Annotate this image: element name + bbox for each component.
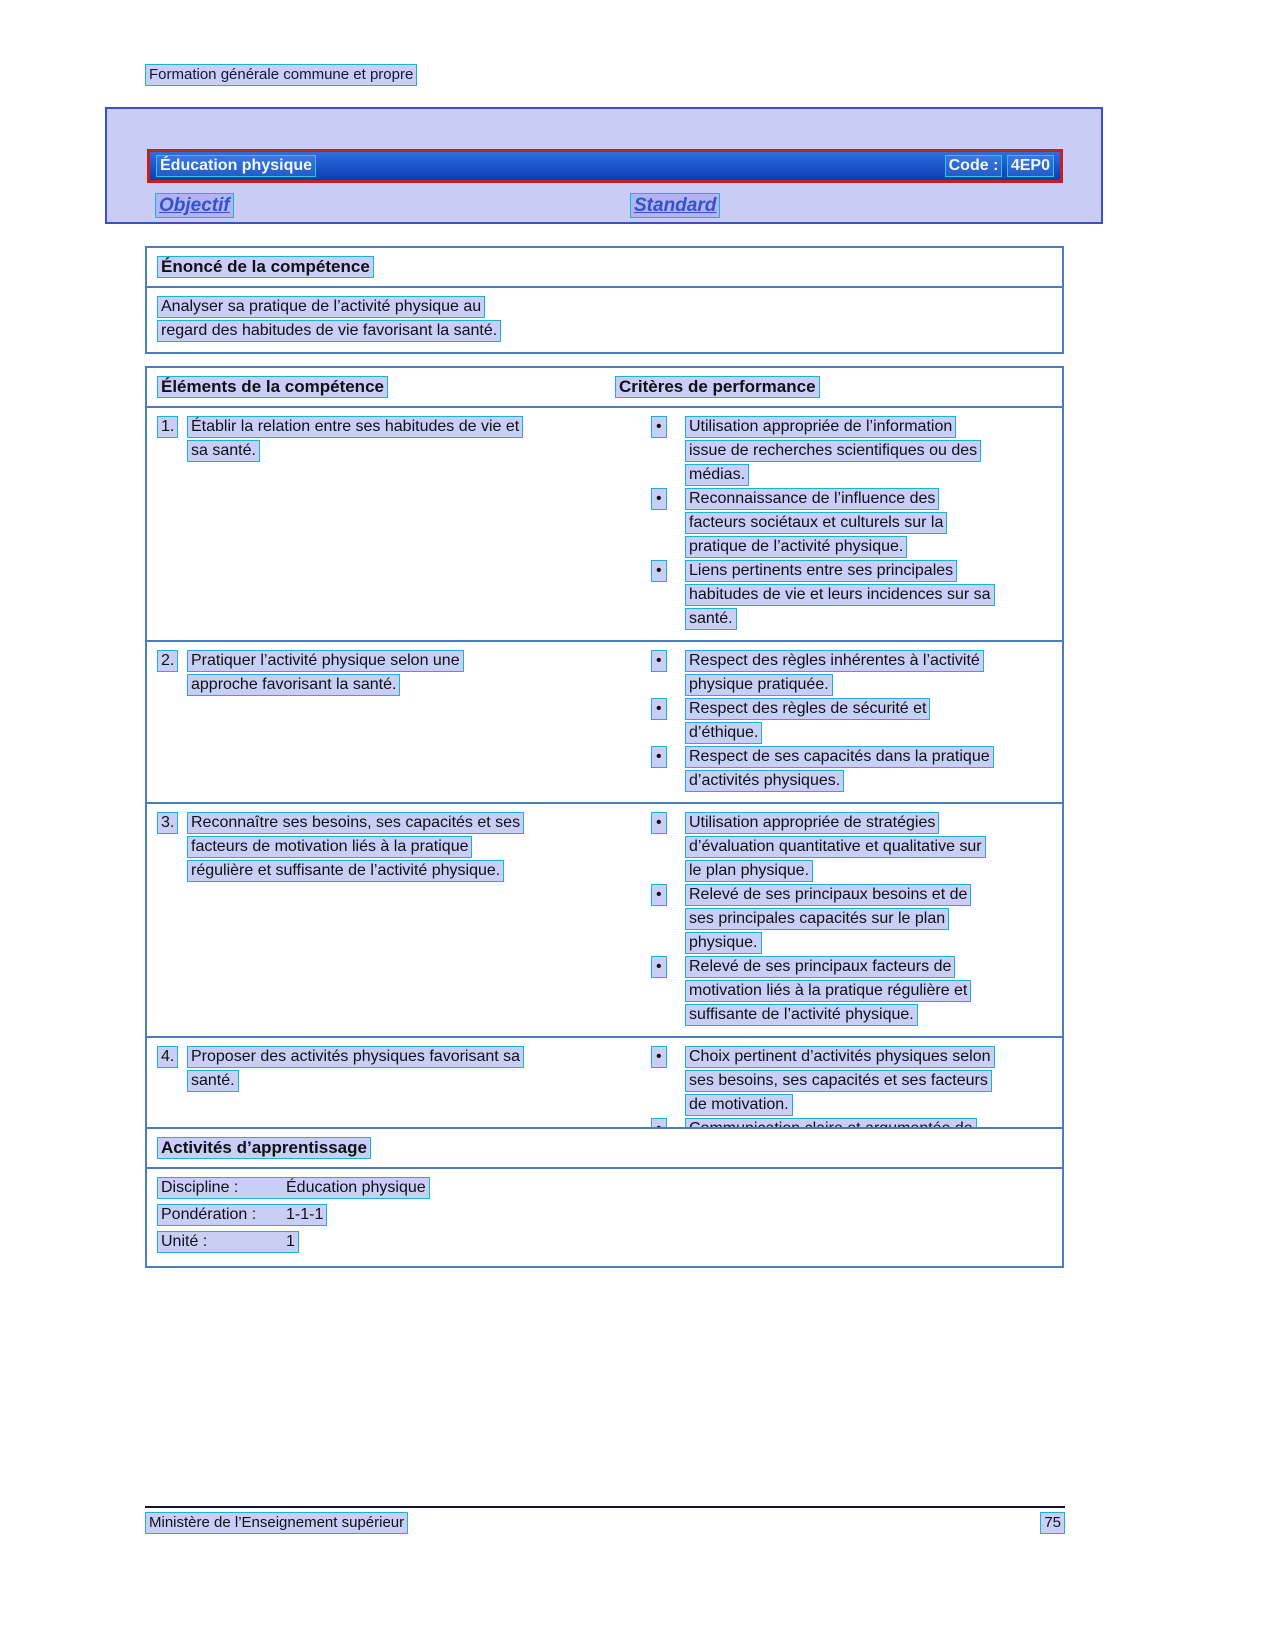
element-line: Établir la relation entre ses habitudes de vie et	[187, 416, 523, 438]
activites-heading: Activités d’apprentissage	[157, 1137, 371, 1159]
unite-row	[157, 1231, 1052, 1258]
criteria-cell	[605, 408, 1062, 640]
criteria-item	[615, 488, 1052, 560]
enonce-line: regard des habitudes de vie favorisant la santé.	[157, 320, 501, 342]
criteria-line: santé.	[685, 608, 737, 630]
band-code	[945, 155, 1054, 177]
bullet-icon: •	[651, 650, 667, 672]
band-code-label: Code :	[945, 155, 1003, 177]
criteria-line: habitudes de vie et leurs incidences sur sa	[685, 584, 995, 606]
unite-label: Unité :	[161, 1233, 208, 1250]
program-band	[147, 149, 1063, 183]
competence-table	[145, 366, 1064, 1176]
footer-page-number: 75	[1040, 1512, 1065, 1534]
element-line: Proposer des activités physiques favorisant sa	[187, 1046, 524, 1068]
bullet-icon: •	[651, 560, 667, 582]
criteria-line: facteurs sociétaux et culturels sur la	[685, 512, 947, 534]
document-section-label	[145, 64, 417, 86]
criteria-item	[615, 812, 1052, 884]
criteria-item	[615, 416, 1052, 488]
activites-header	[147, 1129, 1062, 1169]
unite-value: 1	[286, 1233, 295, 1250]
discipline-row	[157, 1177, 1052, 1204]
element-line: Reconnaître ses besoins, ses capacités et ses	[187, 812, 524, 834]
criteria-line: d’activités physiques.	[685, 770, 844, 792]
objectif-label: Objectif	[155, 193, 234, 218]
criteria-line: ses besoins, ses capacités et ses facteurs	[685, 1070, 992, 1092]
element-line: régulière et suffisante de l’activité physique.	[187, 860, 504, 882]
page-footer	[145, 1506, 1065, 1534]
criteria-item	[615, 698, 1052, 746]
ponderation-value: 1-1-1	[286, 1206, 324, 1223]
criteria-item	[615, 884, 1052, 956]
criteria-cell	[605, 804, 1062, 1036]
bullet-icon: •	[651, 698, 667, 720]
objectif-standard-row	[147, 193, 1063, 223]
criteria-item	[615, 560, 1052, 632]
footer-left: Ministère de l’Enseignement supérieur	[145, 1512, 408, 1534]
element-cell	[147, 642, 605, 802]
col-header-criteres: Critères de performance	[615, 376, 820, 398]
row-number: 1.	[157, 416, 178, 438]
enonce-line: Analyser sa pratique de l’activité physique au	[157, 296, 485, 318]
criteria-line: physique.	[685, 932, 762, 954]
criteria-item	[615, 1046, 1052, 1118]
discipline-label: Discipline :	[161, 1179, 239, 1196]
element-cell	[147, 408, 605, 640]
bullet-icon: •	[651, 884, 667, 906]
enonce-body	[147, 288, 1062, 352]
band-title: Éducation physique	[156, 155, 316, 177]
criteria-line: d’évaluation quantitative et qualitative sur	[685, 836, 986, 858]
competence-row	[147, 802, 1062, 1036]
band-code-value: 4EP0	[1007, 155, 1054, 177]
element-line: approche favorisant la santé.	[187, 674, 400, 696]
criteria-line: Relevé de ses principaux facteurs de	[685, 956, 955, 978]
activites-body	[147, 1169, 1062, 1266]
criteria-line: Respect des règles inhérentes à l’activité	[685, 650, 984, 672]
bullet-icon: •	[651, 488, 667, 510]
enonce-heading: Énoncé de la compétence	[157, 256, 374, 278]
criteria-item	[615, 746, 1052, 794]
element-line: Pratiquer l’activité physique selon une	[187, 650, 464, 672]
criteria-line: ses principales capacités sur le plan	[685, 908, 949, 930]
criteria-line: le plan physique.	[685, 860, 813, 882]
row-number: 2.	[157, 650, 178, 672]
element-line: facteurs de motivation liés à la pratique	[187, 836, 472, 858]
program-header-box	[105, 107, 1103, 224]
activites-box	[145, 1127, 1064, 1268]
ponderation-label: Pondération :	[161, 1206, 257, 1223]
criteria-line: Liens pertinents entre ses principales	[685, 560, 957, 582]
competence-row	[147, 408, 1062, 640]
standard-label: Standard	[630, 193, 720, 218]
criteria-line: pratique de l’activité physique.	[685, 536, 907, 558]
element-cell	[147, 804, 605, 1036]
bullet-icon: •	[651, 812, 667, 834]
criteria-line: Respect de ses capacités dans la pratique	[685, 746, 994, 768]
top-label-text: Formation générale commune et propre	[145, 64, 417, 86]
element-line: sa santé.	[187, 440, 260, 462]
bullet-icon: •	[651, 416, 667, 438]
criteria-line: Respect des règles de sécurité et	[685, 698, 930, 720]
bullet-icon: •	[651, 746, 667, 768]
criteria-line: médias.	[685, 464, 749, 486]
ponderation-row	[157, 1204, 1052, 1231]
row-number: 4.	[157, 1046, 178, 1068]
criteria-item	[615, 650, 1052, 698]
criteria-line: Utilisation appropriée de stratégies	[685, 812, 939, 834]
enonce-header	[147, 248, 1062, 288]
criteria-line: suffisante de l’activité physique.	[685, 1004, 918, 1026]
discipline-value: Éducation physique	[286, 1179, 426, 1196]
criteria-line: issue de recherches scientifiques ou des	[685, 440, 981, 462]
row-number: 3.	[157, 812, 178, 834]
criteria-item	[615, 956, 1052, 1028]
criteria-line: Utilisation appropriée de l’information	[685, 416, 956, 438]
col-header-elements: Éléments de la compétence	[157, 376, 388, 398]
criteria-line: physique pratiquée.	[685, 674, 833, 696]
competence-row	[147, 640, 1062, 802]
enonce-box	[145, 246, 1064, 354]
criteria-line: motivation liés à la pratique régulière et	[685, 980, 971, 1002]
criteria-line: Relevé de ses principaux besoins et de	[685, 884, 971, 906]
bullet-icon: •	[651, 956, 667, 978]
criteria-line: Reconnaissance de l’influence des	[685, 488, 939, 510]
element-line: santé.	[187, 1070, 239, 1092]
competence-table-header	[147, 368, 1062, 408]
criteria-line: Choix pertinent d’activités physiques selon	[685, 1046, 995, 1068]
bullet-icon: •	[651, 1046, 667, 1068]
criteria-line: de motivation.	[685, 1094, 793, 1116]
criteria-line: d’éthique.	[685, 722, 762, 744]
criteria-cell	[605, 642, 1062, 802]
